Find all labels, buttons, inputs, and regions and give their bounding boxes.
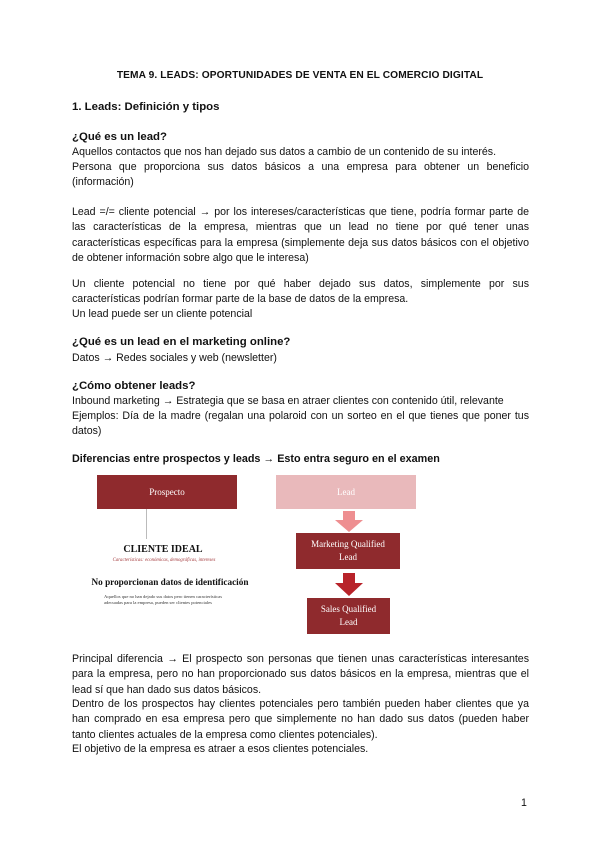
paragraph-definition-1: Aquellos contactos que nos han dejado sus datos a cambio de un contenido de su interés. <box>72 146 497 158</box>
mql-box <box>296 533 400 569</box>
cliente-ideal-heading: CLIENTE IDEAL <box>123 544 203 555</box>
no-proporcionan-heading: No proporcionan datos de identificación <box>91 577 249 587</box>
paragraph-dentro-prospectos: Dentro de los prospectos hay clientes potenciales pero también pueden haber clientes que ya han comprado en esa empresa pero que simplemente no han dado sus datos (pueden haber tanto clientes actuales de la empresa como clientes potenciales). <box>72 698 529 741</box>
mql-label-line2: Lead <box>338 552 357 562</box>
down-arrow-icon <box>334 511 364 533</box>
line-ejemplos: Ejemplos: Día de la madre (regalan una polaroid con un sorteo en el que tienes que poner tus datos) <box>72 410 529 438</box>
lead-label: Lead <box>337 486 355 497</box>
sql-label-line2: Lead <box>339 617 358 627</box>
paragraph-lead-vs-cliente: Lead =/= cliente potencial → por los intereses/características que tiene, podría formar parte de las características de la empresa, mientras que un lead no tiene por qué tener unas características específicas para la empresa (simplemente deja sus datos básicos con el objetivo de obtener información sobre algo que le interesa) <box>72 206 529 265</box>
diagram-small-text: Aquellos que no han dejado sus datos pero tienen características adecuadas para la empresa, pueden ser clientes potenciales <box>104 594 222 605</box>
page-number: 1 <box>521 797 527 809</box>
paragraph-cliente-potencial: Un cliente potencial no tiene por qué haber dejado sus datos, simplemente por sus características podrían formar parte de la base de datos de la empresa. <box>72 278 529 306</box>
question-como-obtener-leads: ¿Cómo obtener leads? <box>72 380 196 392</box>
paragraph-definition-2: Persona que proporciona sus datos básicos a una empresa para obtener un beneficio (información) <box>72 161 529 189</box>
document-title: TEMA 9. LEADS: OPORTUNIDADES DE VENTA EN EL COMERCIO DIGITAL <box>116 70 484 81</box>
line-objetivo: El objetivo de la empresa es atraer a esos clientes potenciales. <box>72 743 369 755</box>
line-datos: Datos → Redes sociales y web (newsletter) <box>72 352 277 364</box>
lead-box <box>276 475 416 509</box>
line-lead-puede: Un lead puede ser un cliente potencial <box>72 308 253 320</box>
sql-box <box>307 598 390 634</box>
question-what-is-lead: ¿Qué es un lead? <box>72 131 167 143</box>
question-lead-marketing-online: ¿Qué es un lead en el marketing online? <box>72 336 291 348</box>
prospecto-box <box>97 475 237 509</box>
mql-label-line1: Marketing Qualified <box>311 539 385 549</box>
paragraph-principal-diferencia: Principal diferencia → El prospecto son personas que tienen unas características interesantes para la empresa, pero no han proporcionado sus datos básicos en la empresa, mientras que el lead sí que han dado sus datos básicos. <box>72 653 529 696</box>
prospecto-connector-line <box>146 509 147 539</box>
down-arrow-dark-icon <box>334 573 364 597</box>
caracteristicas-caption: Características: económicas, demográficas, intereses <box>112 558 216 563</box>
sql-label-line1: Sales Qualified <box>320 604 377 614</box>
section-heading: 1. Leads: Definición y tipos <box>72 101 220 113</box>
line-inbound-marketing: Inbound marketing → Estrategia que se basa en atraer clientes con contenido útil, relevante <box>72 395 504 407</box>
prospecto-label: Prospecto <box>149 486 185 497</box>
differences-heading: Diferencias entre prospectos y leads → Esto entra seguro en el examen <box>72 453 440 465</box>
